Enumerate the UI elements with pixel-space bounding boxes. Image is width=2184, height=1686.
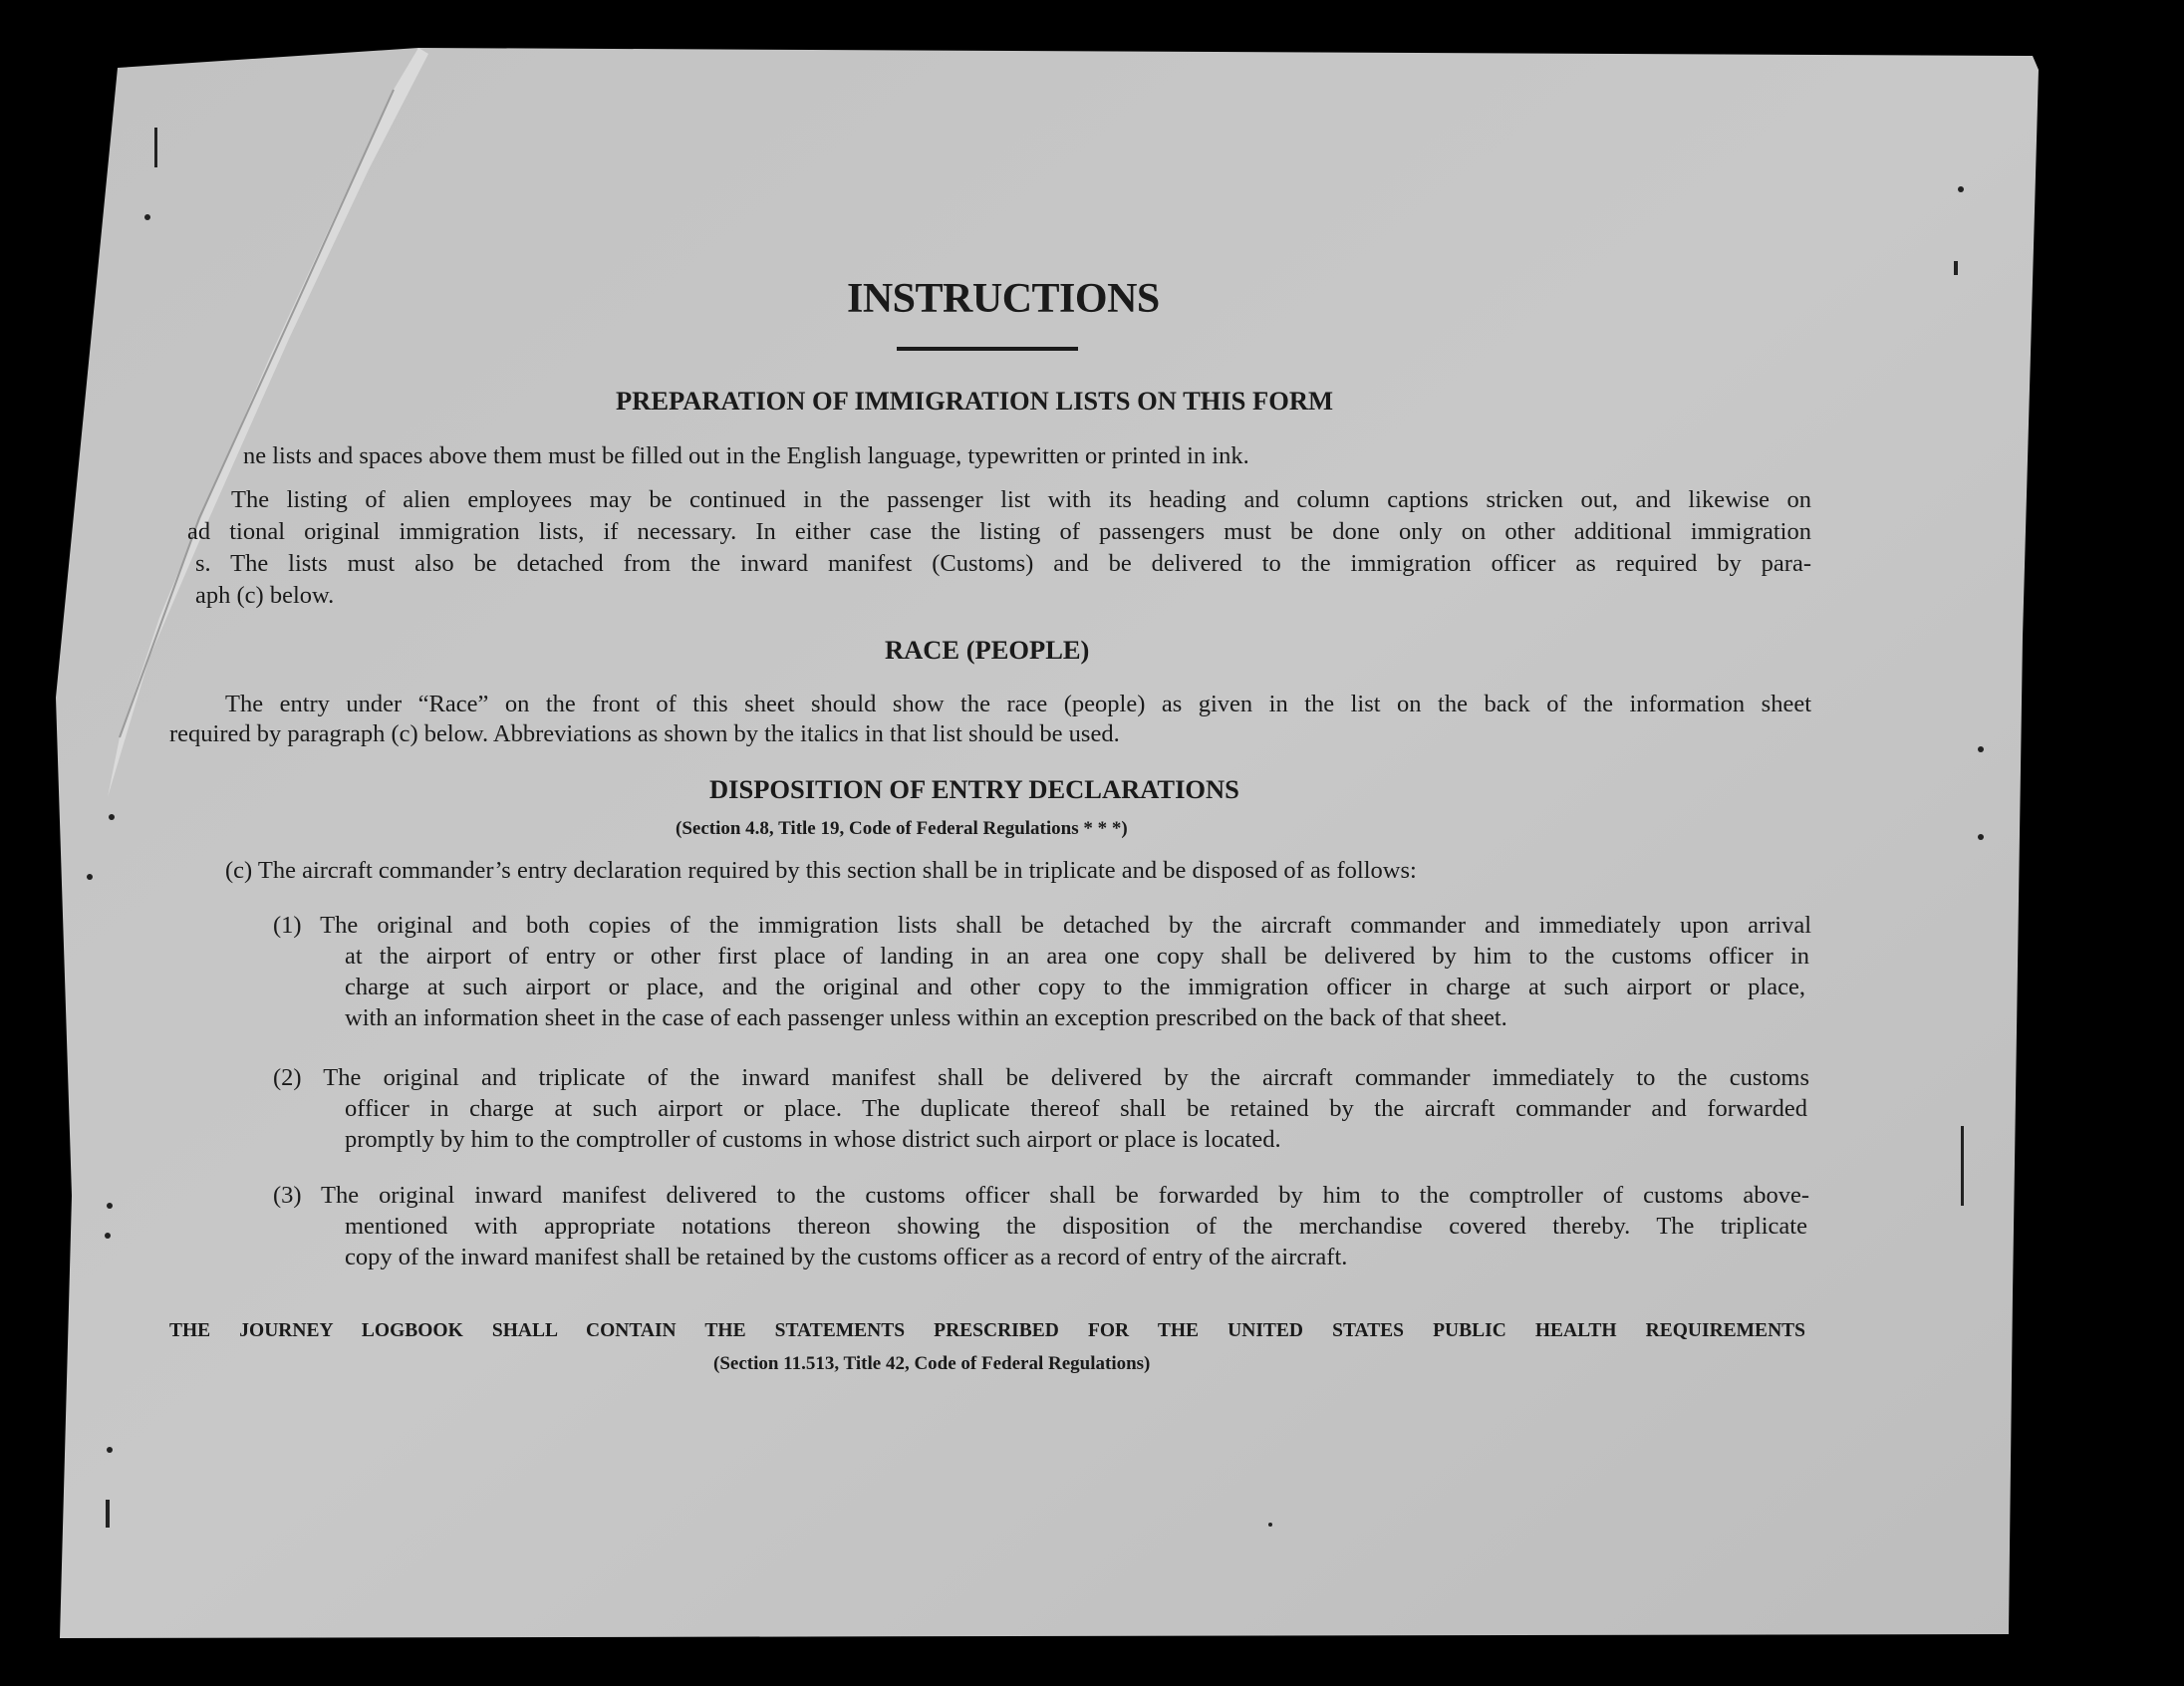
item-1-line-2: at the airport of entry or other first place of landing in an area one copy shall be delivered by him to the customs officer in (345, 943, 1809, 970)
item-3-line-2: mentioned with appropriate notations thereon showing the disposition of the merchandise covered thereby. The triplicate (345, 1213, 1807, 1240)
footer-citation: (Section 11.513, Title 42, Code of Federal Regulations) (713, 1353, 1151, 1374)
title-rule (897, 347, 1078, 351)
prep-line-1: ne lists and spaces above them must be filled out in the English language, typewritten or printed in ink. (243, 442, 1249, 469)
item-2-line-2: officer in charge at such airport or place. The duplicate thereof shall be retained by the aircraft commander and forwarded (345, 1095, 1807, 1122)
document-title: INSTRUCTIONS (847, 276, 1160, 322)
disposition-intro: (c) The aircraft commander’s entry declaration required by this section shall be in triplicate and be disposed of as follows: (225, 857, 1417, 884)
item-2-line-3: promptly by him to the comptroller of customs in whose district such airport or place is located. (345, 1126, 1281, 1153)
footer-heading: THE JOURNEY LOGBOOK SHALL CONTAIN THE STATEMENTS PRESCRIBED FOR THE UNITED STATES PUBLIC HEALTH REQUIREMENTS (169, 1320, 1805, 1341)
item-3-line-3: copy of the inward manifest shall be retained by the customs officer as a record of entry of the aircraft. (345, 1244, 1348, 1270)
prep-line-5: aph (c) below. (195, 582, 335, 609)
race-line-2: required by paragraph (c) below. Abbreviations as shown by the italics in that list should be used. (169, 720, 1120, 747)
race-heading: RACE (PEOPLE) (885, 635, 1090, 665)
disposition-citation: (Section 4.8, Title 19, Code of Federal Regulations * * *) (676, 818, 1128, 839)
item-3-line-1: (3) The original inward manifest delivered to the customs officer shall be forwarded by him to the comptroller of customs above- (273, 1182, 1809, 1209)
prep-line-4: s. The lists must also be detached from the inward manifest (Customs) and be delivered to the immigration officer as required by para- (195, 550, 1811, 577)
prep-line-3: ad tional original immigration lists, if necessary. In either case the listing of passengers must be done only on other additional immigration (187, 518, 1811, 545)
preparation-heading: PREPARATION OF IMMIGRATION LISTS ON THIS FORM (616, 386, 1333, 416)
race-line-1: The entry under “Race” on the front of this sheet should show the race (people) as given in the list on the back of the information sheet (225, 691, 1811, 717)
prep-line-2: The listing of alien employees may be continued in the passenger list with its heading and column captions stricken out, and likewise on (231, 486, 1811, 513)
item-1-line-3: charge at such airport or place, and the original and other copy to the immigration officer in charge at such airport or place, (345, 974, 1805, 1000)
item-1-line-1: (1) The original and both copies of the immigration lists shall be detached by the aircraft commander and immediately upon arrival (273, 912, 1811, 939)
item-2-line-1: (2) The original and triplicate of the inward manifest shall be delivered by the aircraft commander immediately to the customs (273, 1064, 1809, 1091)
disposition-heading: DISPOSITION OF ENTRY DECLARATIONS (709, 774, 1239, 804)
item-1-line-4: with an information sheet in the case of each passenger unless within an exception prescribed on the back of that sheet. (345, 1004, 1507, 1031)
